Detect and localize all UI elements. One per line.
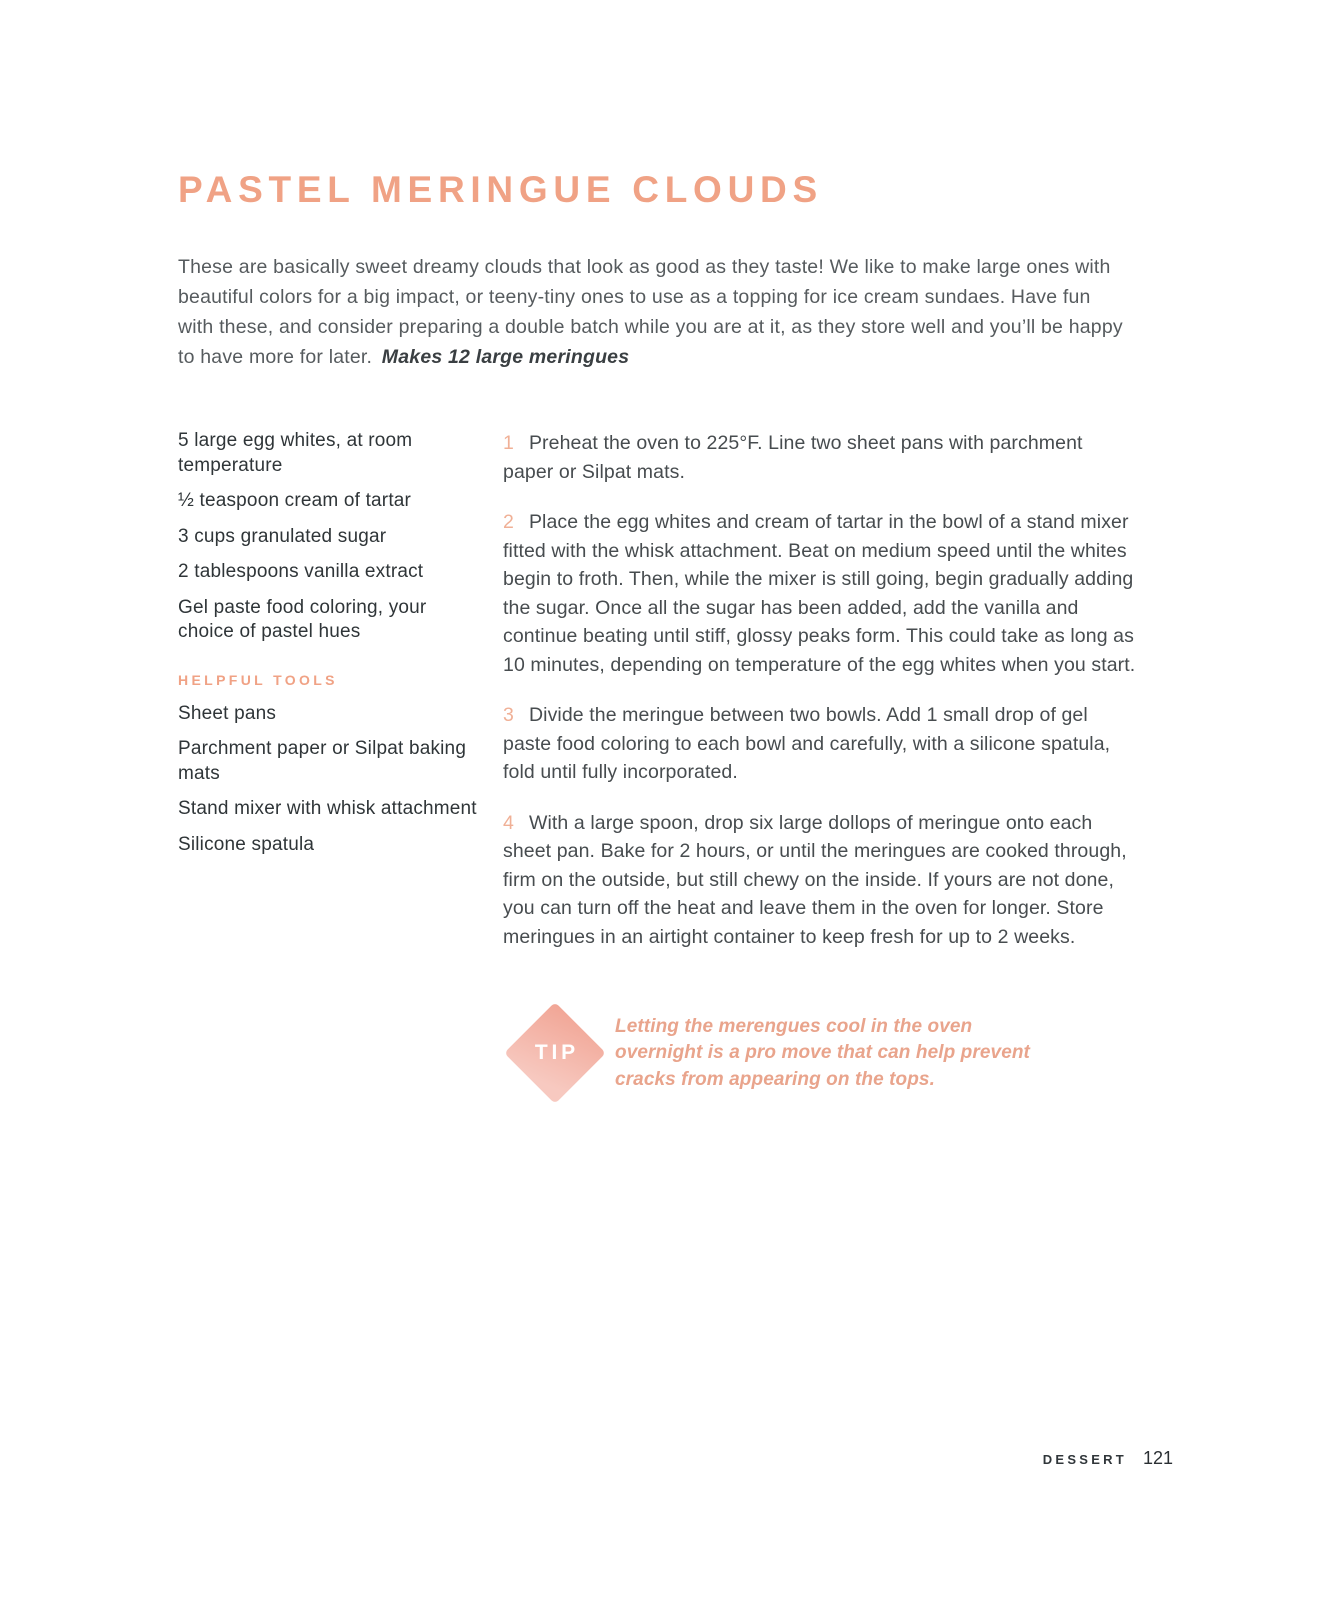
recipe-intro bbox=[178, 252, 1123, 372]
step-number: 4 bbox=[503, 811, 514, 834]
page-footer bbox=[1043, 1448, 1173, 1469]
tool-item: Stand mixer with whisk attachment bbox=[178, 798, 477, 820]
ingredient-item: 2 tablespoons vanilla extract bbox=[178, 561, 424, 583]
step-text: Place the egg whites and cream of tartar in the bowl of a stand mixer fitted with the whisk attachment. Beat on medium speed until the whites begin to froth. Then, while the mixer is still going, begin gradually adding the sugar. Once all the sugar has been added, add the vanilla and continue beating until stiff, glossy peaks form. This could take as long as 10 minutes, depending on temperature of the egg whites when you start. bbox=[503, 511, 1136, 676]
tip-badge bbox=[503, 1001, 607, 1105]
step-text: Preheat the oven to 225°F. Line two sheet pans with parchment paper or Silpat mats. bbox=[503, 432, 1083, 483]
tool-item: Sheet pans bbox=[178, 702, 277, 724]
tool-list bbox=[178, 702, 480, 858]
ingredient-list bbox=[178, 429, 480, 645]
step-number: 1 bbox=[503, 432, 514, 455]
step-number: 2 bbox=[503, 511, 514, 534]
step-text: Divide the meringue between two bowls. Add 1 small drop of gel paste food coloring to each bowl and carefully, with a silicone spatula, fold until fully incorporated. bbox=[503, 704, 1111, 784]
yield-note: Makes 12 large meringues bbox=[381, 346, 630, 369]
tool-item: Parchment paper or Silpat baking mats bbox=[178, 738, 467, 784]
ingredients-column bbox=[178, 429, 480, 868]
tip-callout bbox=[503, 1001, 1138, 1105]
intro-text: These are basically sweet dreamy clouds that look as good as they taste! We like to make large ones with beautiful colors for a big impact, or teeny-tiny ones to use as a topping for ice cream sundaes. Have fun with these, and consider preparing a double batch while you are at it, as they store well and you’ll be happy to have more for later. bbox=[178, 256, 1123, 369]
tip-text: Letting the merengues cool in the oven overnight is a pro move that can help prevent cracks from appearing on the tops. bbox=[615, 1015, 1030, 1090]
ingredient-item: 3 cups granulated sugar bbox=[178, 525, 387, 547]
ingredient-item: Gel paste food coloring, your choice of pastel hues bbox=[178, 596, 427, 643]
recipe-step bbox=[503, 508, 1138, 679]
tool-item: Silicone spatula bbox=[178, 833, 315, 855]
recipe-title: PASTEL MERINGUE CLOUDS bbox=[178, 169, 823, 210]
tip-badge-label: TIP bbox=[534, 1041, 579, 1065]
ingredient-item: ½ teaspoon cream of tartar bbox=[178, 490, 412, 512]
step-number: 3 bbox=[503, 704, 514, 727]
step-text: With a large spoon, drop six large dollops of meringue onto each sheet pan. Bake for 2 hours, or until the meringues are cooked through, firm on the outside, but still chewy on the inside. If yours are not done, you can turn off the heat and leave them in the oven for longer. Store meringues in an airtight container to keep fresh for up to 2 weeks. bbox=[503, 811, 1127, 948]
footer-page-number: 121 bbox=[1142, 1448, 1173, 1468]
recipe-step bbox=[503, 809, 1138, 952]
recipe-columns bbox=[178, 429, 1138, 1105]
tools-heading: HELPFUL TOOLS bbox=[178, 671, 338, 688]
recipe-step bbox=[503, 701, 1138, 787]
footer-section-label: DESSERT bbox=[1042, 1452, 1127, 1467]
recipe-step bbox=[503, 429, 1138, 486]
ingredient-item: 5 large egg whites, at room temperature bbox=[178, 430, 413, 476]
steps-column bbox=[503, 429, 1138, 1105]
